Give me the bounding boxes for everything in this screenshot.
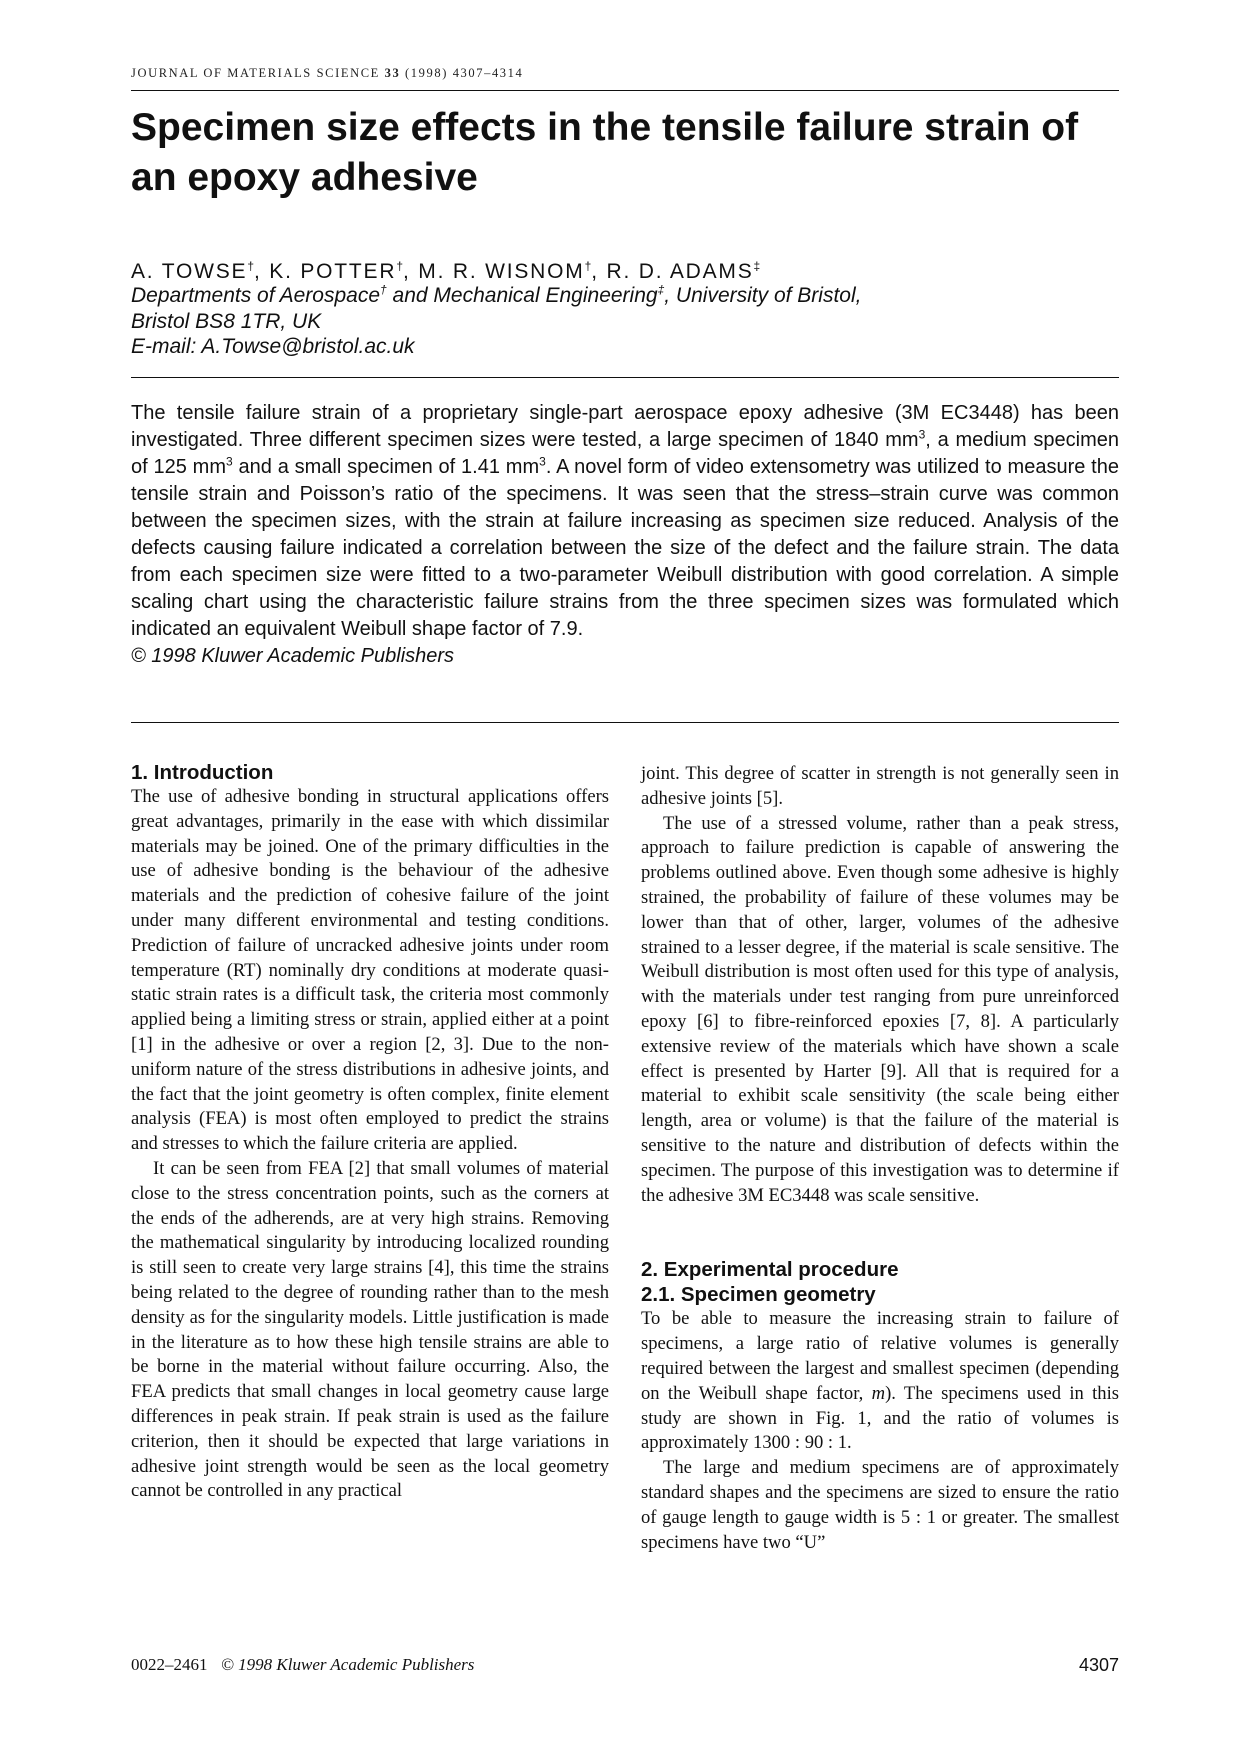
footer-publisher: © 1998 Kluwer Academic Publishers — [221, 1655, 475, 1674]
abstract-top-rule — [131, 377, 1119, 378]
affiliation-text: , University of Bristol, — [664, 284, 862, 307]
right-column — [641, 762, 1119, 1555]
paragraph-text: ). The specimens used in this study are shown in Fig. 1, and the ratio of volumes is approximately 1300 : 90 : 1. — [641, 1382, 1119, 1454]
abstract-bottom-rule — [131, 722, 1119, 723]
affiliation-mark: ‡ — [753, 259, 761, 273]
journal-name: JOURNAL OF MATERIALS SCIENCE — [131, 66, 380, 80]
affiliation-mark: † — [247, 259, 255, 273]
affiliation-text: and Mechanical Engineering — [386, 284, 658, 307]
abstract-text: and a small specimen of 1.41 mm — [232, 456, 540, 478]
superscript: 3 — [918, 427, 926, 442]
paragraph — [641, 1307, 1119, 1456]
paragraph: The use of a stressed volume, rather than a peak stress, approach to failure prediction is capable of answering the problems outlined above. Even though some adhesive is highly strained, the probability of failure of these volumes may be lower than that of other, larger, volumes of the adhesive strained to a lesser degree, if the material is scale sensitive. The Weibull distribution is most often used for this type of analysis, with the materials under test ranging from pure unreinforced epoxy [6] to fibre-reinforced epoxies [7, 8]. A particularly extensive review of the materials which have shown a scale effect is presented by Harter [9]. All that is required for a material to exhibit scale sensitivity (the scale being either length, area or volume) is that the failure of the material is sensitive to the nature and distribution of defects within the specimen. The purpose of this investigation was to determine if the adhesive 3M EC3448 was scale sensitive. — [641, 812, 1119, 1206]
author-name: , M. R. WISNOM — [403, 260, 585, 283]
superscript: 3 — [226, 454, 233, 469]
affiliation-text: Departments of Aerospace — [131, 284, 381, 307]
paragraph: The use of adhesive bonding in structural applications offers great advantages, primarily in the ease with which dissimilar materials may be joined. One of the primary difficulties in the use of adhesive bonding is the behaviour of the adhesive materials and the prediction of cohesive failure of the joint under many different environmental and testing conditions. Prediction of failure of uncracked adhesive joints under room temperature (RT) nominally dry conditions at moderate quasi-static strain rates is a difficult task, the criteria most commonly applied being a limiting stress or strain, applied either at a point [1] in the adhesive or over a region [2, 3]. Due to the non-uniform nature of the stress distributions in adhesive joints, and the fact that the joint geometry is often complex, finite element analysis (FEA) is most often employed to predict the strains and stresses to which the failure criteria are applied. — [131, 786, 609, 1155]
abstract — [131, 400, 1119, 670]
paragraph-text: To be able to measure the increasing strain to failure of specimens, a large ratio of relative volumes is generally required between the largest and smallest specimen (depending on the Weibull shape factor, — [641, 1308, 1119, 1404]
affiliation-mark: † — [396, 259, 404, 273]
affiliation-block — [131, 278, 1119, 360]
abstract-copyright: © 1998 Kluwer Academic Publishers — [131, 645, 455, 667]
affiliation-address: Bristol BS8 1TR, UK — [131, 309, 322, 333]
section-heading: 2. Experimental procedure — [641, 1258, 899, 1282]
affiliation-mark: ‡ — [657, 283, 665, 297]
math-symbol: m — [871, 1382, 886, 1404]
left-column — [131, 760, 609, 1504]
issn: 0022–2461 — [131, 1655, 208, 1674]
affiliation-mark: † — [380, 283, 387, 297]
author-name: A. TOWSE — [131, 260, 248, 283]
header-rule — [131, 90, 1119, 91]
abstract-text: The tensile failure strain of a proprietary single-part aerospace epoxy adhesive (3M EC3448) has been investigated. Three different specimen sizes were tested, a large specimen of 1840 mm — [131, 402, 1119, 451]
abstract-text: , a medium specimen of 125 mm — [131, 429, 1120, 478]
paragraph: The large and medium specimens are of approximately standard shapes and the specimens are sized to ensure the ratio of gauge length to gauge width is 5 : 1 or greater. The smallest specimens have two “U” — [641, 1457, 1119, 1553]
affiliation-line — [131, 278, 1119, 309]
superscript: 3 — [539, 454, 546, 469]
paragraph: joint. This degree of scatter in strength is not generally seen in adhesive joints [5]. — [641, 763, 1119, 809]
author-email: E-mail: A.Towse@bristol.ac.uk — [131, 335, 415, 358]
subsection-heading: 2.1. Specimen geometry — [641, 1283, 876, 1307]
affiliation-mark: † — [584, 259, 592, 273]
section-heading: 1. Introduction — [131, 761, 274, 784]
journal-volume: 33 — [384, 66, 401, 80]
running-header — [131, 66, 523, 81]
abstract-text: . A novel form of video extensometry was utilized to measure the tensile strain and Poisson’s ratio of the specimens. It was seen that the stress–strain curve was common between the specimen sizes, with the strain at failure increasing as specimen size reduced. Analysis of the defects causing failure indicated a correlation between the size of the defect and the failure strain. The data from each specimen size were fitted to a two-parameter Weibull distribution with good correlation. A simple scaling chart using the characteristic failure strains from the three specimen sizes was formulated which indicated an equivalent Weibull shape factor of 7.9. — [131, 456, 1119, 640]
author-name: , R. D. ADAMS — [591, 260, 754, 283]
paragraph: It can be seen from FEA [2] that small volumes of material close to the stress concentration points, such as the corners at the ends of the adherends, are at very high strains. Removing the mathematical singularity by introducing localized rounding is still seen to create very large strains [4], this time the strains being related to the degree of rounding rather than to the mesh density as for the singularity models. Little justification is made in the literature as to how these high tensile strains are able to be borne in the material without failure occurring. Also, the FEA predicts that small changes in local geometry cause large differences in peak strain. If peak strain is used as the failure criterion, then it should be expected that large variations in adhesive joint strength would be seen as the local geometry cannot be controlled in any practical — [131, 1157, 609, 1502]
page-number: 4307 — [1078, 1655, 1119, 1675]
section-gap — [641, 1208, 1119, 1257]
article-title: Specimen size effects in the tensile failure strain of an epoxy adhesive — [131, 106, 1079, 199]
journal-year-pages: (1998) 4307–4314 — [405, 66, 524, 80]
author-name: , K. POTTER — [254, 260, 397, 283]
